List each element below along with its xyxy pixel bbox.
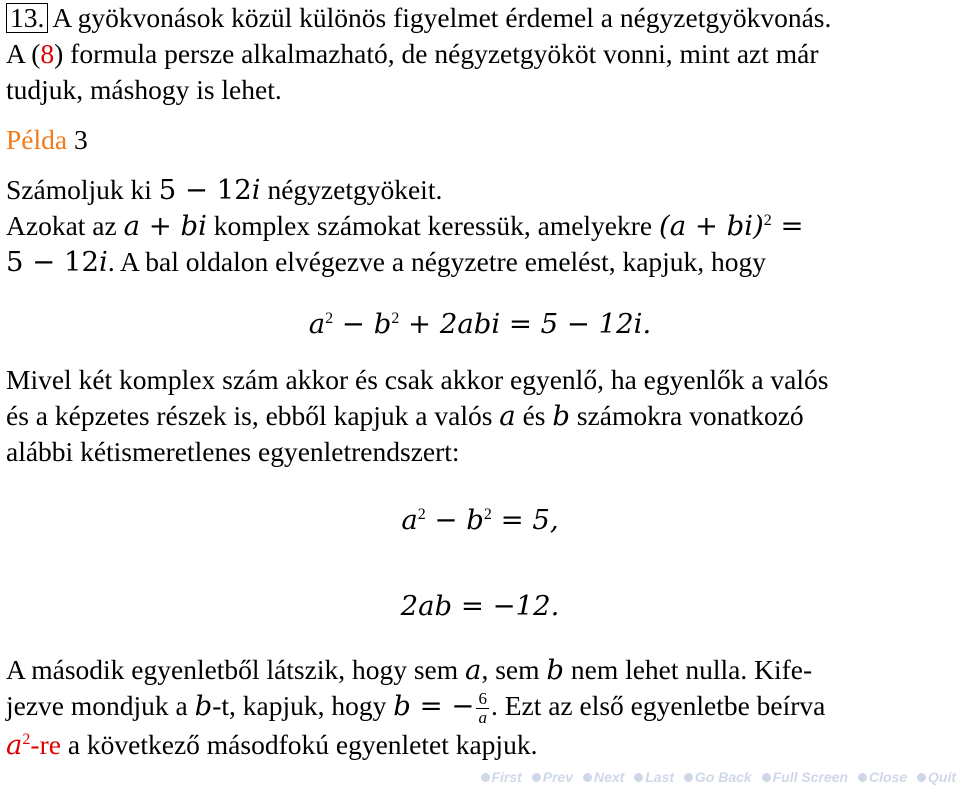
text: és a képzetes részek is, ebből kapjuk a valós bbox=[6, 400, 500, 431]
example-paragraph-2 bbox=[6, 362, 954, 470]
navigation-bar bbox=[475, 769, 957, 787]
math-superscript: 2 bbox=[22, 731, 31, 749]
intro-line-1: A gyökvonások közül különös figyelmet érdemel a négyzetgyökvonás. bbox=[52, 2, 832, 33]
math-superscript: 2 bbox=[763, 211, 772, 229]
nav-first-button[interactable] bbox=[481, 769, 522, 785]
math-variable-link[interactable]: a bbox=[6, 729, 23, 762]
text: Számoljuk ki bbox=[6, 174, 159, 205]
math-superscript: 2 bbox=[417, 505, 426, 523]
text: , sem bbox=[481, 654, 547, 685]
math-variable: a bbox=[308, 308, 326, 340]
nav-last-button[interactable] bbox=[634, 769, 674, 785]
example-paragraph-3 bbox=[6, 652, 954, 763]
math-variable: a bbox=[401, 504, 418, 536]
text-link[interactable]: -re bbox=[30, 729, 61, 761]
text: komplex számokat keressük, amelyekre bbox=[206, 210, 659, 241]
math-expression: − b bbox=[333, 308, 392, 340]
fraction bbox=[476, 690, 489, 727]
bullet-icon bbox=[684, 773, 693, 782]
example-paragraph-1 bbox=[6, 172, 954, 280]
math-operator: = − bbox=[410, 690, 475, 722]
math-operator: + bbox=[139, 210, 181, 242]
text: A második egyenletből látszik, hogy sem bbox=[6, 654, 466, 685]
system-equation-1 bbox=[6, 502, 954, 538]
bullet-icon bbox=[583, 773, 592, 782]
math-variable: b bbox=[552, 400, 570, 432]
nav-label: Next bbox=[593, 769, 625, 785]
nav-prev-button[interactable] bbox=[532, 769, 573, 785]
text: jezve mondjuk a bbox=[6, 690, 195, 721]
nav-label: Go Back bbox=[694, 769, 752, 785]
math-variable: a bbox=[499, 400, 516, 432]
math-variable: b bbox=[194, 690, 213, 722]
math-superscript: 2 bbox=[325, 309, 334, 327]
bullet-icon bbox=[532, 773, 541, 782]
nav-close-button[interactable] bbox=[858, 769, 907, 785]
math-expression: (a + bi) bbox=[659, 210, 764, 242]
nav-quit-button[interactable] bbox=[917, 769, 956, 785]
text: alábbi kétismeretlenes egyenletrendszert: bbox=[6, 436, 460, 467]
math-expression: 2ab = −12. bbox=[400, 590, 560, 622]
formula-reference-link[interactable]: 8 bbox=[40, 38, 55, 69]
nav-label: First bbox=[491, 769, 522, 785]
math-variable: b bbox=[393, 690, 411, 722]
bullet-icon bbox=[858, 773, 867, 782]
fraction-denominator: a bbox=[478, 708, 487, 728]
intro-line-3: tudjuk, máshogy is lehet. bbox=[6, 74, 282, 105]
nav-label: Full Screen bbox=[772, 769, 849, 785]
text: nem lehet nulla. Kife- bbox=[563, 654, 813, 685]
math-operator: = bbox=[771, 210, 804, 242]
system-equation-2 bbox=[6, 588, 954, 624]
math-variable: i bbox=[99, 246, 108, 278]
text: Mivel két komplex szám akkor és csak akkor egyenlő, ha egyenlők a valós bbox=[6, 364, 829, 395]
text: négyzetgyökeit. bbox=[260, 174, 443, 205]
text: és bbox=[515, 400, 553, 431]
nav-next-button[interactable] bbox=[583, 769, 624, 785]
nav-label: Prev bbox=[542, 769, 574, 785]
text: . Ezt az első egyenletbe beírva bbox=[490, 690, 826, 721]
nav-label: Last bbox=[645, 769, 675, 785]
math-variable: b bbox=[546, 654, 564, 686]
math-superscript: 2 bbox=[391, 309, 400, 327]
math-variable: bi bbox=[180, 210, 207, 242]
intro-line-2a: A ( bbox=[6, 38, 41, 69]
text: . A bal oldalon elvégezve a négyzetre emelést, kapjuk, hogy bbox=[107, 246, 767, 277]
fraction-numerator: 6 bbox=[478, 689, 487, 709]
example-number: 3 bbox=[73, 124, 88, 155]
bullet-icon bbox=[762, 773, 771, 782]
math-expression: − b bbox=[425, 504, 484, 536]
math-expression: 5 − 12 bbox=[6, 246, 100, 278]
text: Azokat az bbox=[6, 210, 124, 241]
text: számokra vonatkozó bbox=[569, 400, 804, 431]
example-heading bbox=[6, 122, 954, 158]
section-number: 13. bbox=[6, 3, 48, 33]
math-superscript: 2 bbox=[483, 505, 492, 523]
math-expression: + 2abi = 5 − 12i. bbox=[399, 308, 652, 340]
bullet-icon bbox=[481, 773, 490, 782]
nav-full-screen-button[interactable] bbox=[762, 769, 848, 785]
math-variable: i bbox=[251, 174, 261, 206]
display-equation-1 bbox=[6, 306, 954, 342]
intro-line-2b: ) formula persze alkalmazható, de négyzetgyököt vonni, mint azt már bbox=[54, 38, 819, 69]
bullet-icon bbox=[917, 773, 926, 782]
bullet-icon bbox=[634, 773, 643, 782]
example-label: Példa bbox=[6, 124, 68, 155]
nav-go-back-button[interactable] bbox=[684, 769, 752, 785]
math-variable: a bbox=[123, 210, 140, 242]
math-expression: = 5, bbox=[491, 504, 559, 536]
nav-label: Close bbox=[868, 769, 908, 785]
slide-content bbox=[6, 0, 954, 763]
math-expression: 5 − 12 bbox=[158, 174, 252, 206]
intro-paragraph bbox=[6, 0, 954, 108]
math-variable: a bbox=[465, 654, 482, 686]
nav-label: Quit bbox=[928, 769, 956, 785]
text: a következő másodfokú egyenletet kapjuk. bbox=[60, 729, 538, 761]
text: -t, kapjuk, hogy bbox=[212, 690, 394, 721]
